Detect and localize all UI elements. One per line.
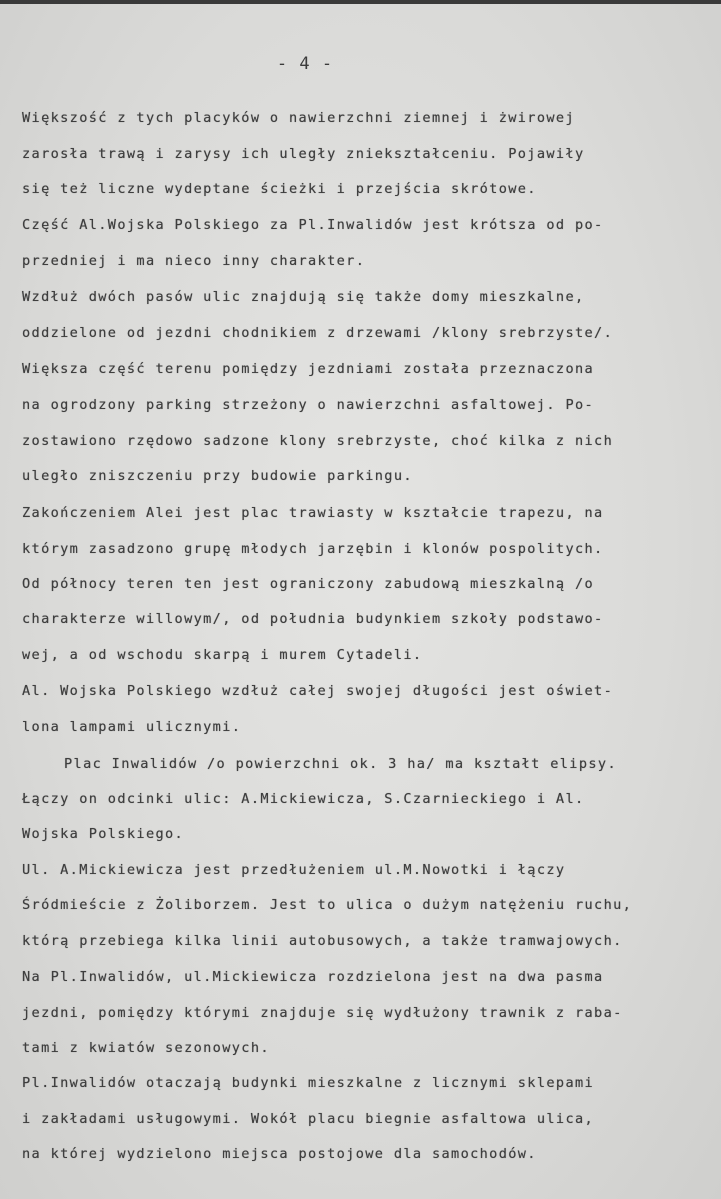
text-line: lona lampami ulicznymi. [22, 719, 242, 735]
text-line: Wzdłuż dwóch pasów ulic znajdują się także domy mieszkalne, [22, 289, 585, 305]
text-line: na której wydzielono miejsca postojowe dla samochodów. [22, 1146, 537, 1162]
text-line: charakterze willowym/, od południa budynkiem szkoły podstawo- [22, 611, 604, 627]
text-line: Śródmieście z Żoliborzem. Jest to ulica o dużym natężeniu ruchu, [22, 897, 633, 913]
text-line: oddzielone od jezdni chodnikiem z drzewami /klony srebrzyste/. [22, 325, 614, 341]
text-line: Wojska Polskiego. [22, 826, 185, 842]
text-line: Zakończeniem Alei jest plac trawiasty w kształcie trapezu, na [22, 505, 604, 521]
text-line: na ogrodzony parking strzeżony o nawierzchni asfaltowej. Po- [22, 397, 595, 413]
text-line: uległo zniszczeniu przy budowie parkingu. [22, 468, 413, 484]
text-line: Al. Wojska Polskiego wzdłuż całej swojej długości jest oświet- [22, 683, 614, 699]
text-line: Większość z tych placyków o nawierzchni ziemnej i żwirowej [22, 110, 575, 126]
text-line: Ul. A.Mickiewicza jest przedłużeniem ul.M.Nowotki i łączy [22, 862, 566, 878]
text-line: się też liczne wydeptane ścieżki i przejścia skrótowe. [22, 181, 537, 197]
text-line: tami z kwiatów sezonowych. [22, 1040, 270, 1056]
text-line: wej, a od wschodu skarpą i murem Cytadeli. [22, 647, 423, 663]
typewritten-page [0, 4, 721, 1199]
text-line: zostawiono rzędowo sadzone klony srebrzyste, choć kilka z nich [22, 433, 614, 449]
text-line: Pl.Inwalidów otaczają budynki mieszkalne z licznymi sklepami [22, 1075, 595, 1091]
text-line: zarosła trawą i zarysy ich uległy zniekształceniu. Pojawiły [22, 146, 585, 162]
text-line: i zakładami usługowymi. Wokół placu biegnie asfaltowa ulica, [22, 1111, 595, 1127]
text-line: Od północy teren ten jest ograniczony zabudową mieszkalną /o [22, 576, 595, 592]
text-line: Plac Inwalidów /o powierzchni ok. 3 ha/ ma kształt elipsy. [64, 756, 617, 772]
text-line: jezdni, pomiędzy którymi znajduje się wydłużony trawnik z raba- [22, 1005, 623, 1021]
page-number: - 4 - [276, 54, 334, 74]
text-line: Większa część terenu pomiędzy jezdniami została przeznaczona [22, 361, 595, 377]
text-line: Na Pl.Inwalidów, ul.Mickiewicza rozdzielona jest na dwa pasma [22, 969, 604, 985]
text-line: Część Al.Wojska Polskiego za Pl.Inwalidów jest krótsza od po- [22, 217, 604, 233]
text-line: którą przebiega kilka linii autobusowych, a także tramwajowych. [22, 933, 623, 949]
text-line: przedniej i ma nieco inny charakter. [22, 253, 366, 269]
text-line: Łączy on odcinki ulic: A.Mickiewicza, S.Czarnieckiego i Al. [22, 791, 585, 807]
text-line: którym zasadzono grupę młodych jarzębin i klonów pospolitych. [22, 541, 604, 557]
